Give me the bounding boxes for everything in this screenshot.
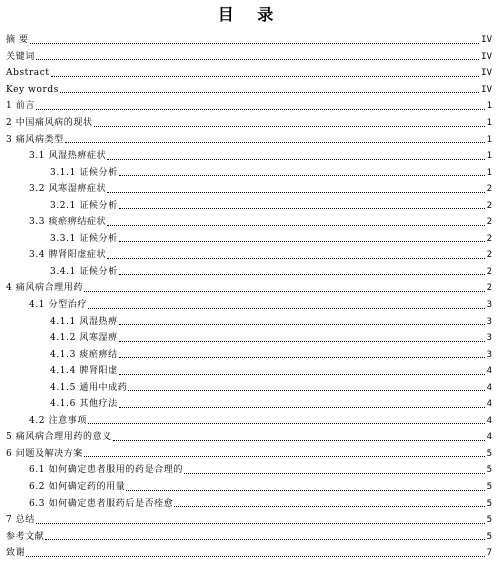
toc-entry[interactable] [6, 197, 492, 214]
toc-entry-page-number: 5 [486, 465, 492, 476]
dot-leader [119, 341, 485, 342]
toc-entry-page-number: 2 [486, 250, 492, 261]
toc-entry[interactable] [6, 32, 492, 49]
toc-entry-label: 3.3 痰瘀痹结症状 [29, 217, 107, 228]
toc-entry-label: 7 总结 [6, 515, 35, 526]
toc-entry-label: 5 痛风病合理用药的意义 [6, 432, 112, 443]
toc-entry-page-number: 2 [486, 266, 492, 277]
toc-entry-page-number: 3 [486, 333, 492, 344]
toc-entry[interactable] [6, 297, 492, 314]
dot-leader [107, 225, 484, 226]
toc-entry-label: 1 前言 [6, 101, 35, 112]
toc-entry-page-number: 5 [486, 531, 492, 542]
toc-entry-label: 4.1.3 痰瘀痹结 [50, 349, 118, 360]
toc-entry[interactable] [6, 49, 492, 66]
toc-entry[interactable] [6, 98, 492, 115]
toc-entry-label: Key words [6, 84, 59, 95]
toc-entry-label: 致谢 [6, 548, 26, 559]
toc-entry-page-number: 1 [486, 134, 492, 145]
page-title: 目 录 [217, 5, 283, 24]
toc-entry-label: 关键词 [6, 51, 35, 62]
toc-entry[interactable] [6, 495, 492, 512]
toc-entry[interactable] [6, 462, 492, 479]
toc-entry[interactable] [6, 545, 492, 562]
toc-entry[interactable] [6, 264, 492, 281]
toc-entry-label: 4.1.1 风湿热痹 [50, 316, 118, 327]
toc-entry-label: 4.1.6 其他疗法 [50, 399, 118, 410]
toc-entry-label: 6.3 如何确定患者服药后是否痊愈 [29, 498, 174, 509]
dot-leader [30, 43, 479, 44]
toc-entry-label: 3.4 脾肾阳虚症状 [29, 250, 107, 261]
toc-entry-page-number: 1 [486, 118, 492, 128]
toc-entry-label: 3.2 风寒湿痹症状 [29, 184, 107, 195]
dot-leader [88, 423, 485, 424]
toc-entry[interactable] [6, 247, 492, 264]
toc-entry-page-number: 3 [486, 316, 492, 327]
dot-leader [119, 324, 485, 325]
toc-entry-label: 4.1 分型治疗 [29, 300, 87, 311]
toc-entry[interactable] [6, 214, 492, 231]
toc-entry-label: 4.1.5 通用中成药 [50, 382, 128, 393]
toc-entry[interactable] [6, 231, 492, 248]
dot-leader [128, 390, 484, 391]
toc-entry-page-number: 2 [486, 200, 492, 211]
dot-leader [126, 490, 484, 491]
toc-entry[interactable] [6, 181, 492, 198]
toc-entry[interactable] [6, 131, 492, 148]
toc-entry-page-number: 4 [486, 399, 492, 410]
dot-leader [119, 274, 485, 275]
toc-entry-page-number: 4 [486, 382, 492, 393]
dot-leader [119, 374, 485, 375]
toc-entry[interactable] [6, 115, 492, 132]
toc-entry-page-number: IV [481, 51, 492, 62]
table-of-contents [6, 32, 492, 562]
toc-entry-page-number: IV [481, 35, 492, 46]
toc-entry-label: 3.4.1 证候分析 [50, 266, 118, 277]
dot-leader [45, 539, 484, 540]
toc-entry[interactable] [6, 446, 492, 463]
toc-entry-page-number: 2 [486, 217, 492, 228]
toc-entry[interactable] [6, 313, 492, 330]
dot-leader [119, 241, 485, 242]
toc-entry-label: 6.2 如何确定药的用量 [29, 482, 126, 493]
toc-entry[interactable] [6, 512, 492, 529]
toc-entry-page-number: 2 [486, 233, 492, 244]
toc-entry[interactable] [6, 330, 492, 347]
toc-entry-page-number: 5 [486, 515, 492, 526]
toc-entry[interactable] [6, 280, 492, 297]
toc-entry-label: 摘 要 [6, 35, 29, 46]
dot-leader [119, 357, 485, 358]
toc-entry-page-number: 4 [486, 415, 492, 426]
dot-leader [107, 258, 484, 259]
toc-entry-page-number: 1 [486, 167, 492, 178]
toc-entry-label: 4.1.2 风寒湿痹 [50, 333, 118, 344]
toc-entry-page-number: IV [481, 84, 492, 95]
toc-entry-page-number: 3 [486, 300, 492, 311]
toc-entry-label: 4 痛风病合理用药 [6, 283, 83, 294]
toc-entry-page-number: 3 [486, 349, 492, 360]
toc-entry-label: 3.1.1 证候分析 [50, 167, 118, 178]
toc-entry-page-number: 5 [486, 448, 492, 459]
dot-leader [107, 192, 484, 193]
dot-leader [65, 142, 485, 143]
toc-entry[interactable] [6, 164, 492, 181]
toc-entry[interactable] [6, 148, 492, 165]
dot-leader [107, 159, 484, 160]
toc-entry-page-number: 1 [486, 151, 492, 162]
toc-entry[interactable] [6, 363, 492, 380]
toc-entry-page-number: 4 [486, 432, 492, 443]
toc-entry[interactable] [6, 429, 492, 446]
toc-entry-label: 3.3.1 证候分析 [50, 233, 118, 244]
toc-entry[interactable] [6, 65, 492, 82]
dot-leader [88, 308, 485, 309]
toc-entry-page-number: 4 [486, 366, 492, 377]
dot-leader [84, 456, 485, 457]
dot-leader [36, 59, 479, 60]
toc-entry-page-number: IV [481, 68, 492, 79]
dot-leader [60, 92, 479, 93]
toc-entry-page-number: 1 [486, 101, 492, 112]
dot-leader [26, 556, 484, 557]
toc-entry-label: 6 问题及解决方案 [6, 448, 83, 459]
toc-entry-label: 4.1.4 脾肾阳虚 [50, 366, 118, 377]
toc-entry[interactable] [6, 479, 492, 496]
dot-leader [84, 291, 485, 292]
toc-entry[interactable] [6, 413, 492, 430]
dot-leader [119, 208, 485, 209]
toc-entry-label: 参考文献 [6, 531, 45, 542]
toc-entry[interactable] [6, 528, 492, 545]
toc-entry[interactable] [6, 346, 492, 363]
toc-entry-label: 3.1 风湿热痹症状 [29, 151, 107, 162]
dot-leader [184, 473, 485, 474]
toc-entry[interactable] [6, 396, 492, 413]
dot-leader [174, 506, 484, 507]
toc-entry-label: Abstract [6, 68, 50, 79]
toc-entry[interactable] [6, 82, 492, 99]
dot-leader [119, 407, 485, 408]
dot-leader [36, 109, 485, 110]
toc-entry-page-number: 2 [486, 283, 492, 294]
dot-leader [119, 175, 485, 176]
toc-entry-page-number: 5 [486, 498, 492, 509]
toc-entry-label: 3.2.1 证候分析 [50, 200, 118, 211]
toc-entry-page-number: 7 [486, 548, 492, 559]
toc-entry[interactable] [6, 379, 492, 396]
toc-entry-label: 4.2 注意事项 [29, 415, 87, 426]
dot-leader [36, 523, 485, 524]
toc-entry-label: 3 痛风病类型 [6, 134, 64, 145]
toc-entry-label: 2 中国痛风病的现状 [6, 118, 93, 128]
dot-leader [51, 76, 480, 77]
dot-leader [113, 440, 485, 441]
toc-entry-page-number: 5 [486, 482, 492, 493]
toc-entry-page-number: 2 [486, 184, 492, 195]
toc-entry-label: 6.1 如何确定患者服用的药是合理的 [29, 465, 183, 476]
dot-leader [94, 126, 485, 127]
